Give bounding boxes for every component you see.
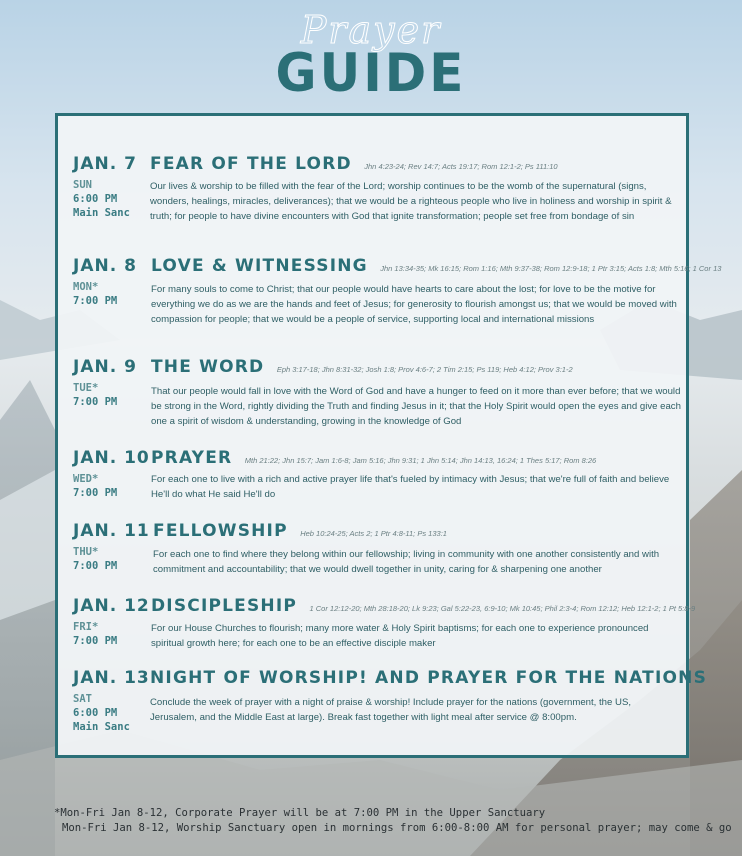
entry-time: 7:00 PM [73, 635, 118, 647]
entry-location: Main Sanc [73, 721, 130, 733]
schedule-entry [73, 357, 683, 437]
entry-time: 7:00 PM [73, 487, 118, 499]
schedule-entry [73, 596, 696, 656]
entry-meta [73, 280, 117, 308]
entry-day: THU* [73, 546, 99, 558]
entry-scripture-refs: Eph 3:17-18; Jhn 8:31-32; Josh 1:8; Prov 4:6-7; 2 Tim 2:15; Ps 119; Heb 4:12; Prov 3:1-2 [276, 365, 573, 374]
entry-date: JAN. 11 [73, 521, 150, 541]
entry-date: JAN. 12 [73, 596, 150, 616]
entry-title-row [151, 448, 596, 468]
entry-time: 7:00 PM [73, 560, 118, 572]
entry-time: 7:00 PM [73, 396, 118, 408]
entry-meta [73, 381, 117, 409]
entry-day: MON* [73, 281, 99, 293]
schedule-entry [73, 521, 683, 581]
entry-description: Conclude the week of prayer with a night of praise & worship! Include prayer for the nations (government, the US, Jerusalem, and the Middle East at large). Break fast together with light meal after service @ 8:00pm. [150, 697, 632, 724]
entry-title: FEAR OF THE LORD [150, 154, 352, 174]
entry-description: For many souls to come to Christ; that our people would have hearts to care about the lost; for love to be the motive for everything we do as we are the hands and feet of Jesus; for generosity to flourish amongst us; that we would be moved with compassion for people; that we would be a people of service, supporting local and international missions [151, 284, 677, 326]
entry-title-row [151, 256, 721, 276]
entry-time: 7:00 PM [73, 295, 118, 307]
entry-description: That our people would fall in love with the Word of God and have a hunger to feed on it more than ever before; that we would be strong in the Word, rightly dividing the Truth and finding Jesus in it; that the Holy Spirit would open the eyes and give each one a spirit of wisdom & understanding, growing in the knowledge of God [151, 386, 681, 428]
entry-date: JAN. 8 [73, 256, 137, 276]
entry-description: For each one to live with a rich and active prayer life that's fueled by intimacy with Jesus; that we're full of faith and believe He'll do what He said He'll do [151, 474, 670, 501]
entry-title: THE WORD [151, 357, 265, 377]
entry-day: SUN [73, 179, 92, 191]
entry-scripture-refs: 1 Cor 12:12-20; Mth 28:18-20; Lk 9:23; Gal 5:22-23, 6:9-10; Mk 10:45; Phil 2:3-4; Rom 12:12; Heb 12:1-2; 1 Pt 5:8-9 [309, 604, 696, 613]
header-script-word: Prayer [300, 8, 442, 52]
entry-scripture-refs: Jhn 4:23-24; Rev 14:7; Acts 19:17; Rom 12:1-2; Ps 111:10 [364, 162, 558, 171]
entry-date: JAN. 13 [73, 668, 150, 688]
entry-title: DISCIPLESHIP [151, 596, 298, 616]
entry-title: NIGHT OF WORSHIP! AND PRAYER FOR THE NATIONS [150, 668, 708, 688]
entry-date: JAN. 9 [73, 357, 137, 377]
entry-time: 6:00 PM [73, 193, 118, 205]
entry-title-row [150, 154, 558, 174]
schedule-entry [73, 154, 683, 244]
entry-title: FELLOWSHIP [153, 521, 288, 541]
entry-scripture-refs: Heb 10:24-25; Acts 2; 1 Ptr 4:8-11; Ps 133:1 [300, 529, 447, 538]
schedule-entry [73, 256, 722, 346]
entry-title: PRAYER [151, 448, 233, 468]
entry-meta [73, 692, 130, 734]
entry-day: TUE* [73, 382, 99, 394]
schedule-entry [73, 668, 708, 748]
entry-title: LOVE & WITNESSING [151, 256, 368, 276]
entry-title-row [151, 357, 573, 377]
entry-scripture-refs: Jhn 13:34-35; Mk 16:15; Rom 1:16; Mth 9:37-38; Rom 12:9-18; 1 Ptr 3:15; Acts 1:8; Mth 5:16; 1 Cor 13 [380, 264, 722, 273]
entry-meta [73, 620, 117, 648]
footnote-worship-sanctuary: Mon-Fri Jan 8-12, Worship Sanctuary open in mornings from 6:00-8:00 AM for personal prayer; may come & go [62, 821, 732, 834]
entry-day: WED* [73, 473, 99, 485]
entry-title-row [153, 521, 447, 541]
entry-day: SAT [73, 693, 92, 705]
entry-title-row [150, 668, 707, 688]
entry-description: For each one to find where they belong within our fellowship; living in community with one another consistently and with commitment and accountability; that we would dwell together in unity, caring for & sharpening one another [153, 549, 660, 576]
entry-scripture-refs: Mth 21:22; Jhn 15:7; Jam 1:6-8; Jam 5:16; Jhn 9:31; 1 Jhn 5:14; Jhn 14:13, 16:24; 1 Thes 5:17; Rom 8:26 [244, 456, 597, 465]
entry-time: 6:00 PM [73, 707, 118, 719]
header-title: GUIDE [275, 42, 467, 104]
footnote-corporate-prayer: *Mon-Fri Jan 8-12, Corporate Prayer will be at 7:00 PM in the Upper Sanctuary [54, 807, 546, 819]
schedule-panel [55, 113, 722, 758]
entry-date: JAN. 7 [73, 154, 137, 174]
entry-description: Our lives & worship to be filled with the fear of the Lord; worship continues to be the womb of the supernatural (signs, wonders, healings, miracles, deliverances); that we would be a righteous people who live in holiness and worship in spirit & truth; for people to have divine encounters with God that ignite transformation; people set free from bondage of sin [150, 181, 672, 223]
entry-meta [73, 545, 117, 573]
entry-meta [73, 472, 117, 500]
entry-day: FRI* [73, 621, 99, 633]
entry-date: JAN. 10 [73, 448, 150, 468]
entry-description: For our House Churches to flourish; many more water & Holy Spirit baptisms; for each one to experience pronounced spiritual growth here; for each one to be an effective disciple maker [151, 623, 649, 650]
footnotes [54, 806, 742, 835]
entry-title-row [151, 596, 695, 616]
schedule-entry [73, 448, 683, 508]
entry-meta [73, 178, 130, 220]
entry-location: Main Sanc [73, 207, 130, 219]
